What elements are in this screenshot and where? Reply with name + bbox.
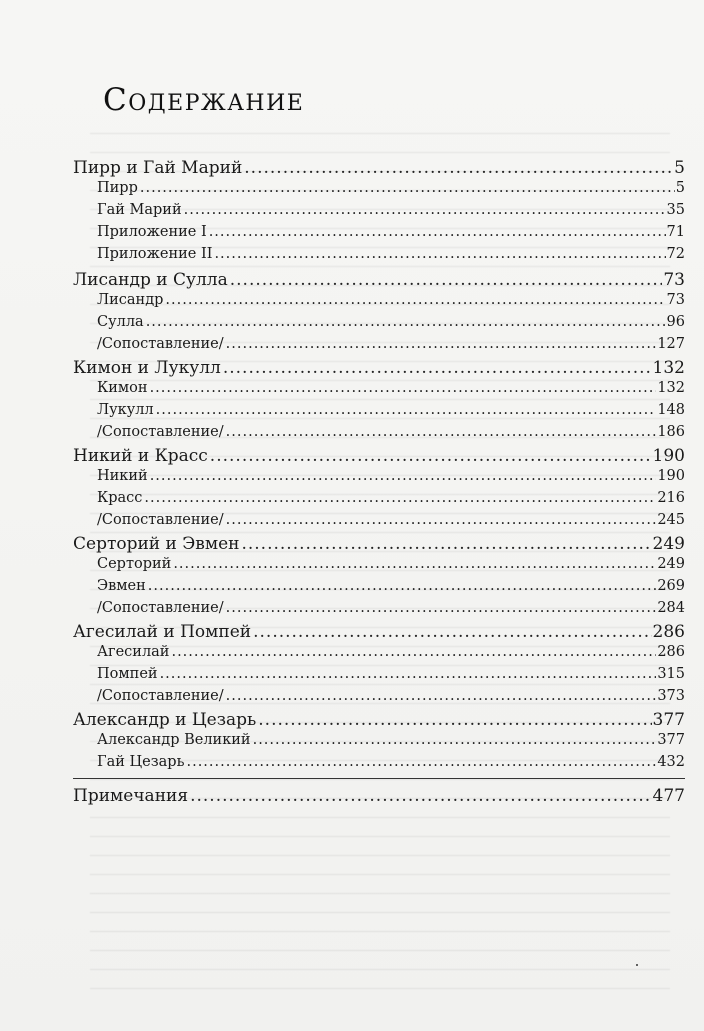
toc-entry[interactable] [97, 336, 685, 352]
toc-page-number: 190 [657, 468, 685, 484]
toc-section[interactable] [73, 534, 685, 554]
toc-entry[interactable] [97, 490, 685, 506]
toc-page-number: 315 [657, 666, 685, 682]
toc-page-number: 127 [657, 336, 685, 352]
toc-entry[interactable] [97, 402, 685, 418]
toc-entry[interactable] [97, 688, 685, 704]
toc-section-title: Никий и Красс [73, 446, 208, 466]
leader-dots [253, 732, 657, 748]
toc-entry-title: Агесилай [97, 644, 170, 660]
page-title: Содержание [103, 82, 305, 118]
toc-entry-title: /Сопоставление/ [97, 424, 224, 440]
toc-entry[interactable] [97, 314, 685, 330]
leader-dots [160, 666, 657, 682]
toc-page-number: 73 [666, 292, 685, 308]
toc-entry-title: Приложение I [97, 224, 207, 240]
leader-dots [150, 380, 657, 396]
toc-entry[interactable] [97, 578, 685, 594]
leader-dots [150, 468, 657, 484]
toc-section-title: Пирр и Гай Марий [73, 158, 243, 178]
toc-page-number: 269 [657, 578, 685, 594]
leader-dots [214, 246, 665, 262]
toc-page-number: 245 [657, 512, 685, 528]
leader-dots [226, 600, 657, 616]
toc-entry-title: /Сопоставление/ [97, 336, 224, 352]
toc-entry[interactable] [97, 224, 685, 240]
toc-page-number: 286 [652, 622, 685, 642]
toc-entry-title: Эвмен [97, 578, 146, 594]
toc-entry-title: Александр Великий [97, 732, 251, 748]
toc-entry-title: Гай Цезарь [97, 754, 185, 770]
toc-page-number: 377 [657, 732, 685, 748]
leader-dots [186, 754, 656, 770]
toc-entry[interactable] [97, 246, 685, 262]
toc-entry[interactable] [97, 512, 685, 528]
leader-dots [253, 622, 651, 642]
toc-page-number: 477 [652, 786, 685, 806]
toc-entry-title: Серторий [97, 556, 172, 572]
leader-dots [140, 180, 675, 196]
toc-section[interactable] [73, 358, 685, 378]
toc-entry[interactable] [97, 754, 685, 770]
toc-page-number: 132 [652, 358, 685, 378]
toc-entry-title: /Сопоставление/ [97, 512, 224, 528]
toc-page-number: 284 [657, 600, 685, 616]
toc-page-number: 72 [666, 246, 685, 262]
toc-section-notes[interactable] [73, 786, 685, 806]
toc-entry[interactable] [97, 180, 685, 196]
toc-entry[interactable] [97, 468, 685, 484]
toc-page-number: 5 [674, 158, 685, 178]
leader-dots [226, 424, 657, 440]
toc-entry[interactable] [97, 732, 685, 748]
toc-section-title: Серторий и Эвмен [73, 534, 240, 554]
toc-section[interactable] [73, 270, 685, 290]
leader-dots [184, 202, 666, 218]
leader-dots [173, 556, 656, 572]
toc-section[interactable] [73, 710, 685, 730]
toc-entry-title: Лукулл [97, 402, 154, 418]
toc-entry-title: Гай Марий [97, 202, 182, 218]
toc-entry-title: Никий [97, 468, 148, 484]
toc-entry[interactable] [97, 644, 685, 660]
toc-entry[interactable] [97, 380, 685, 396]
toc-section[interactable] [73, 446, 685, 466]
toc-entry-title: Сулла [97, 314, 144, 330]
toc-entry-title: Лисандр [97, 292, 164, 308]
leader-dots [156, 402, 657, 418]
toc-page-number: 5 [675, 180, 685, 196]
leader-dots [171, 644, 656, 660]
toc-entry[interactable] [97, 556, 685, 572]
toc-section-title: Александр и Цезарь [73, 710, 257, 730]
toc-section-title: Агесилай и Помпей [73, 622, 252, 642]
toc-page-number: 35 [666, 202, 685, 218]
leader-dots [209, 224, 666, 240]
leader-dots [165, 292, 665, 308]
toc-entry[interactable] [97, 666, 685, 682]
leader-dots [148, 578, 657, 594]
leader-dots [210, 446, 652, 466]
toc-page-number: 148 [657, 402, 685, 418]
leader-dots [146, 314, 666, 330]
toc-page-number: 186 [657, 424, 685, 440]
leader-dots [226, 512, 657, 528]
toc-entry-title: Красс [97, 490, 143, 506]
toc-page-number: 132 [657, 380, 685, 396]
toc-entry-title: Помпей [97, 666, 158, 682]
toc-page-number: 190 [652, 446, 685, 466]
leader-dots [258, 710, 651, 730]
toc-page-number: 96 [666, 314, 685, 330]
toc-section-title: Кимон и Лукулл [73, 358, 221, 378]
toc-page-number: 249 [652, 534, 685, 554]
toc-entry-title: /Сопоставление/ [97, 600, 224, 616]
toc-page-number: 432 [657, 754, 685, 770]
toc-page-number: 377 [652, 710, 685, 730]
divider-rule [73, 778, 685, 779]
toc-entry[interactable] [97, 292, 685, 308]
leader-dots [241, 534, 651, 554]
toc-entry-title: Приложение II [97, 246, 213, 262]
toc-page-number: 286 [657, 644, 685, 660]
toc-entry[interactable] [97, 424, 685, 440]
leader-dots [244, 158, 673, 178]
toc-section-title: Лисандр и Сулла [73, 270, 228, 290]
leader-dots [190, 786, 651, 806]
toc-section-title: Примечания [73, 786, 189, 806]
toc-section[interactable] [73, 622, 685, 642]
toc-page-number: 373 [657, 688, 685, 704]
leader-dots [230, 270, 663, 290]
toc-entry[interactable] [97, 202, 685, 218]
toc-section[interactable] [73, 158, 685, 178]
toc-entry-title: Пирр [97, 180, 138, 196]
leader-dots [223, 358, 652, 378]
toc-page-number: 71 [666, 224, 685, 240]
leader-dots [226, 688, 657, 704]
toc-page-number: 73 [663, 270, 685, 290]
toc-page-number: 216 [657, 490, 685, 506]
toc-page-number: 249 [657, 556, 685, 572]
print-speck [636, 964, 638, 966]
toc-entry-title: /Сопоставление/ [97, 688, 224, 704]
toc-entry-title: Кимон [97, 380, 148, 396]
leader-dots [144, 490, 656, 506]
toc-entry[interactable] [97, 600, 685, 616]
leader-dots [226, 336, 657, 352]
